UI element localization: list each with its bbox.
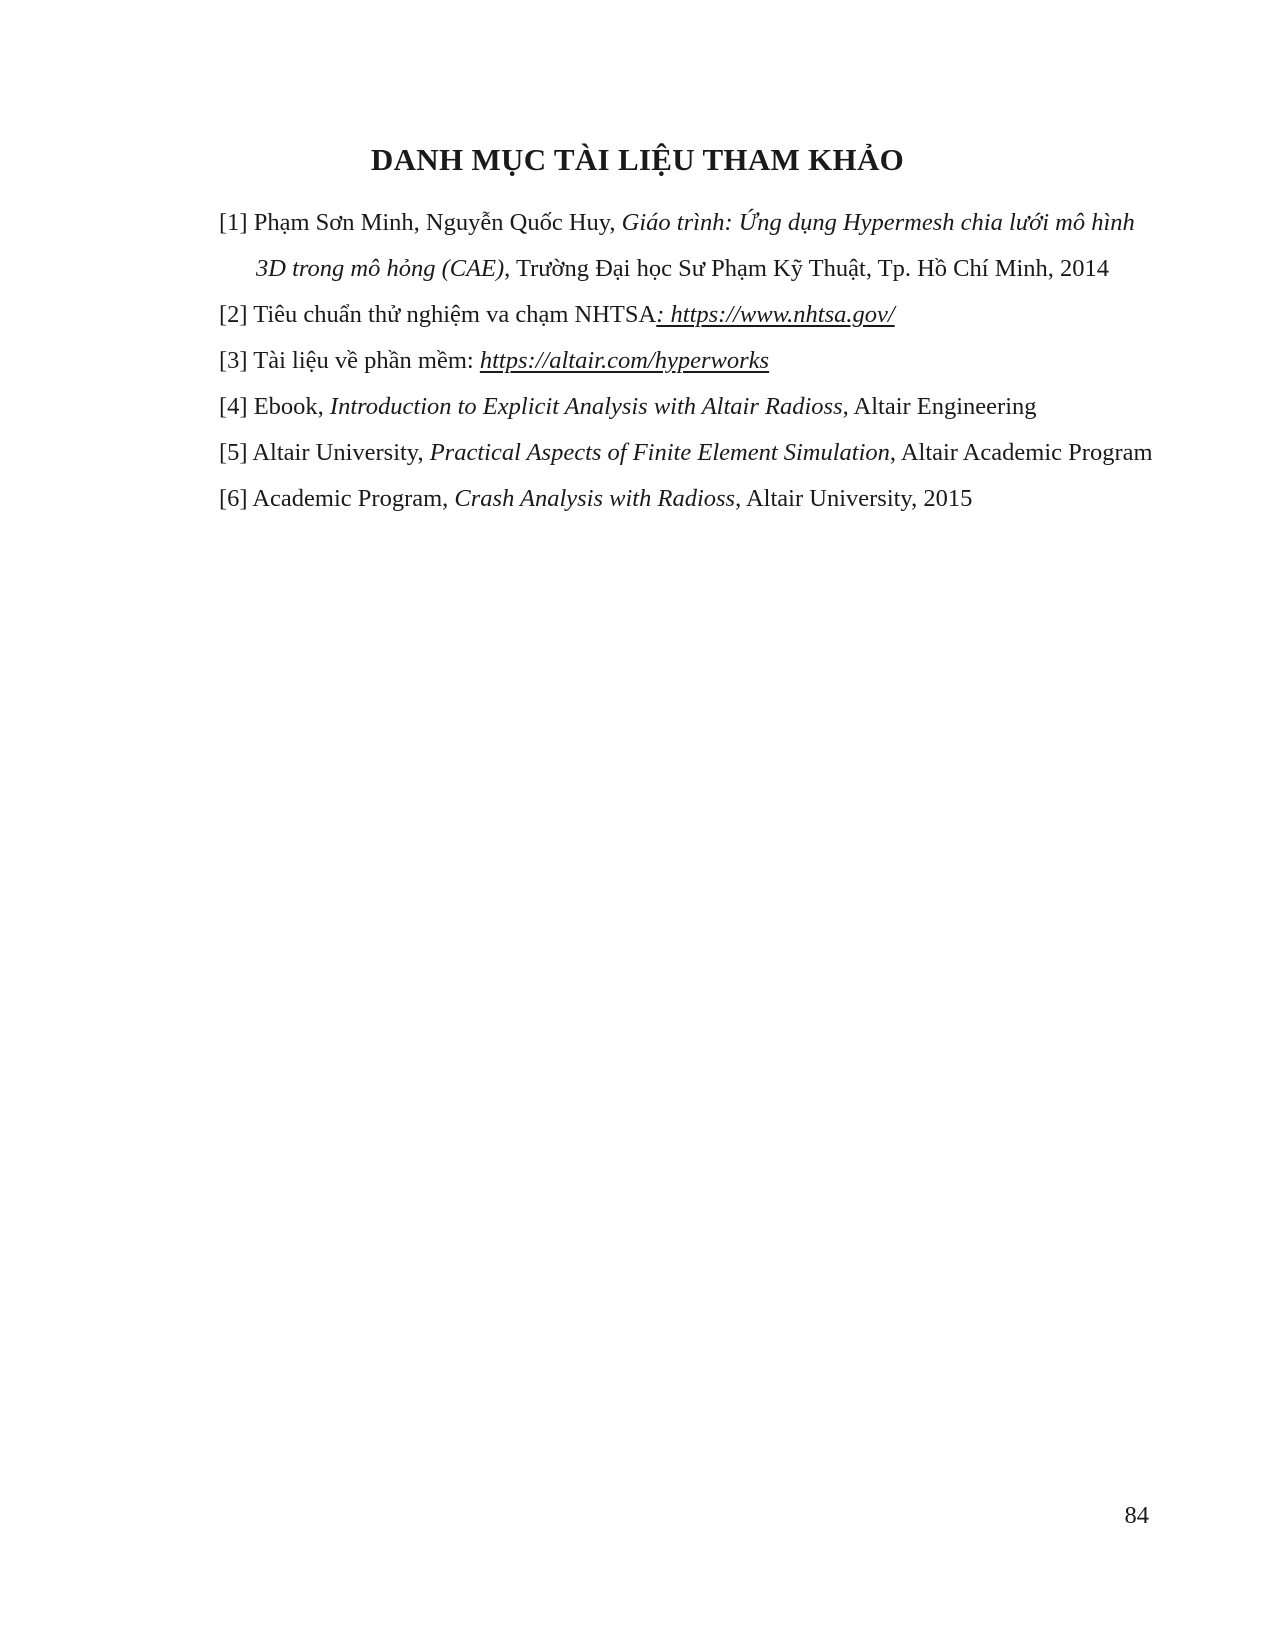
reference-item-3 (219, 338, 1159, 384)
reference-publisher: , Altair University, 2015 (735, 485, 973, 512)
page-number: 84 (1124, 1502, 1149, 1529)
reference-authors: Phạm Sơn Minh, Nguyễn Quốc Huy, (247, 209, 622, 236)
reference-list (219, 200, 1159, 522)
reference-title: Introduction to Explicit Analysis with Altair Radioss (329, 393, 843, 420)
reference-text: Tài liệu về phần mềm: (247, 347, 480, 374)
reference-authors: Ebook, (247, 393, 330, 420)
reference-publisher: , Altair Engineering (842, 393, 1037, 420)
reference-item-6 (219, 476, 1159, 522)
reference-number: [6] (219, 485, 248, 512)
reference-item-2 (219, 292, 1159, 338)
reference-title: Crash Analysis with Radioss (454, 485, 736, 512)
reference-authors: Altair University, (247, 439, 430, 466)
reference-number: [1] (219, 209, 248, 236)
reference-number: [5] (219, 439, 248, 466)
reference-link-prefix: : (656, 301, 671, 328)
reference-item-4 (219, 384, 1159, 430)
reference-text: Tiêu chuẩn thử nghiệm va chạm NHTSA (247, 301, 657, 328)
reference-publisher: , Trường Đại học Sư Phạm Kỹ Thuật, Tp. Hồ Chí Minh, 2014 (504, 255, 1110, 282)
reference-number: [3] (219, 347, 248, 374)
reference-link-url: https://www.nhtsa.gov/ (670, 301, 895, 328)
reference-link[interactable]: https://altair.com/hyperworks (479, 347, 770, 374)
reference-publisher: , Altair Academic Program (889, 439, 1153, 466)
page-title: DANH MỤC TÀI LIỆU THAM KHẢO (370, 142, 905, 177)
reference-item-1 (219, 200, 1159, 292)
reference-title: Practical Aspects of Finite Element Simulation (429, 439, 890, 466)
reference-link[interactable] (656, 301, 894, 328)
reference-number: [2] (219, 301, 248, 328)
reference-item-5 (219, 430, 1159, 476)
reference-title: Giáo trình: Ứng dụng Hypermesh chia lưới mô hình 3D trong mô hỏng (CAE) (256, 209, 1135, 282)
reference-number: [4] (219, 393, 248, 420)
reference-authors: Academic Program, (247, 485, 455, 512)
